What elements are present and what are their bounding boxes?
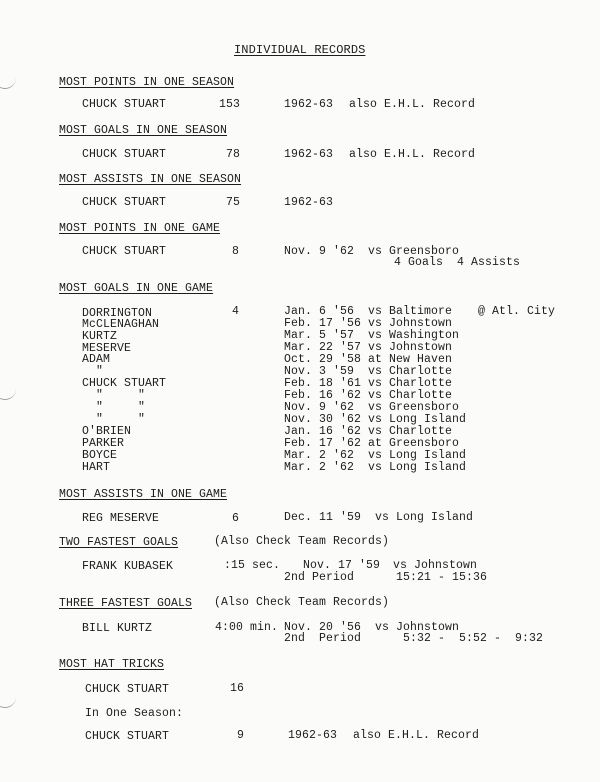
record-value: 75 [226, 196, 241, 209]
season: 1962-63 [284, 98, 334, 111]
section-heading: MOST GOALS IN ONE GAME [59, 282, 214, 295]
game-date: Nov. 17 '59 [303, 559, 381, 572]
section-subnote: (Also Check Team Records) [214, 535, 390, 548]
game-opponent: vs Long Island [368, 461, 467, 474]
player-name: McCLENAGHAN [82, 318, 160, 331]
record-value: 16 [230, 682, 245, 695]
game-opponent: vs Charlotte [368, 425, 453, 438]
season: 1962-63 [284, 196, 334, 209]
record-note: @ Atl. City [478, 305, 556, 318]
player-name: CHUCK STUART [82, 377, 167, 390]
player-name: MESERVE [82, 342, 132, 355]
record-note: also E.H.L. Record [349, 148, 476, 161]
goal-times: 5:32 - 5:52 - 9:32 [403, 632, 544, 645]
game-date: Dec. 11 '59 [284, 511, 362, 524]
game-date: Feb. 17 '56 [284, 317, 362, 330]
section-heading: MOST GOALS IN ONE SEASON [59, 124, 228, 137]
record-value: 8 [232, 245, 240, 258]
season: 1962-63 [284, 148, 334, 161]
section-heading: THREE FASTEST GOALS [59, 597, 193, 610]
section-heading: MOST HAT TRICKS [59, 658, 165, 671]
section-heading: TWO FASTEST GOALS [59, 536, 179, 549]
record-value: :15 sec. [224, 559, 281, 572]
game-date: Feb. 16 '62 [284, 389, 362, 402]
punch-hole-mark [0, 387, 16, 400]
game-opponent: vs Greensboro [368, 401, 460, 414]
player-name: HART [82, 461, 111, 474]
player-name: KURTZ [82, 330, 118, 343]
section-heading: MOST ASSISTS IN ONE SEASON [59, 173, 242, 186]
game-period: 2nd Period [284, 632, 362, 645]
player-name: BOYCE [82, 449, 118, 462]
page-title: INDIVIDUAL RECORDS [234, 43, 366, 57]
player-name: CHUCK STUART [82, 98, 167, 111]
game-date: Jan. 16 '62 [284, 425, 362, 438]
season: 1962-63 [288, 729, 338, 742]
record-note: also E.H.L. Record [353, 729, 480, 742]
game-date: Feb. 17 '62 [284, 437, 362, 450]
record-value: 4:00 min. [215, 621, 279, 634]
game-date: Nov. 3 '59 [284, 365, 355, 378]
player-name: O'BRIEN [82, 425, 132, 438]
game-date: Oct. 29 '58 [284, 353, 362, 366]
player-name: FRANK KUBASEK [82, 560, 174, 573]
punch-hole-mark [0, 76, 16, 89]
game-opponent: vs Charlotte [368, 377, 453, 390]
game-date: Mar. 2 '62 [284, 449, 355, 462]
player-name: ADAM [82, 353, 111, 366]
player-name: CHUCK STUART [85, 730, 170, 743]
game-opponent: vs Johnstown [393, 559, 478, 572]
game-date: Mar. 2 '62 [284, 461, 355, 474]
ditto-mark: " " [96, 413, 146, 426]
record-value: 9 [237, 729, 245, 742]
game-detail: 4 Goals 4 Assists [394, 256, 521, 269]
game-date: Nov. 9 '62 [284, 245, 355, 258]
game-date: Nov. 20 '56 [284, 621, 362, 634]
game-date: Nov. 30 '62 [284, 413, 362, 426]
game-opponent: vs Johnstown [368, 317, 453, 330]
punch-hole-mark [0, 695, 16, 708]
section-subnote: (Also Check Team Records) [214, 596, 390, 609]
game-date: Mar. 5 '57 [284, 329, 355, 342]
game-opponent: at Greensboro [368, 437, 460, 450]
game-opponent: vs Charlotte [368, 389, 453, 402]
player-name: CHUCK STUART [85, 683, 170, 696]
record-value: 153 [219, 98, 241, 111]
game-date: Nov. 9 '62 [284, 401, 355, 414]
ditto-mark: " " [96, 401, 146, 414]
section-heading: MOST ASSISTS IN ONE GAME [59, 488, 228, 501]
game-opponent: vs Washington [368, 329, 460, 342]
player-name: REG MESERVE [82, 512, 160, 525]
game-opponent: at New Haven [368, 353, 453, 366]
player-name: PARKER [82, 437, 125, 450]
section-heading: MOST POINTS IN ONE SEASON [59, 76, 235, 89]
game-opponent: vs Baltimore [368, 305, 453, 318]
game-opponent: vs Greensboro [368, 245, 460, 258]
sub-label: In One Season: [85, 707, 184, 720]
record-value: 6 [232, 512, 240, 525]
game-period: 2nd Period [284, 571, 355, 584]
game-opponent: vs Long Island [375, 511, 474, 524]
game-opponent: vs Long Island [368, 413, 467, 426]
game-date: Mar. 22 '57 [284, 341, 362, 354]
game-date: Feb. 18 '61 [284, 377, 362, 390]
player-name: BILL KURTZ [82, 622, 153, 635]
section-heading: MOST POINTS IN ONE GAME [59, 222, 221, 235]
ditto-mark: " " [96, 389, 146, 402]
record-value: 78 [226, 148, 241, 161]
player-name: DORRINGTON [82, 307, 153, 320]
game-opponent: vs Johnstown [375, 621, 460, 634]
game-date: Jan. 6 '56 [284, 305, 355, 318]
game-opponent: vs Charlotte [368, 365, 453, 378]
game-opponent: vs Johnstown [368, 341, 453, 354]
player-name: CHUCK STUART [82, 245, 167, 258]
goal-times: 15:21 - 15:36 [396, 571, 488, 584]
record-note: also E.H.L. Record [349, 98, 476, 111]
record-value: 4 [232, 305, 240, 318]
player-name: CHUCK STUART [82, 148, 167, 161]
ditto-mark: " [96, 365, 104, 378]
game-opponent: vs Long Island [368, 449, 467, 462]
player-name: CHUCK STUART [82, 196, 167, 209]
